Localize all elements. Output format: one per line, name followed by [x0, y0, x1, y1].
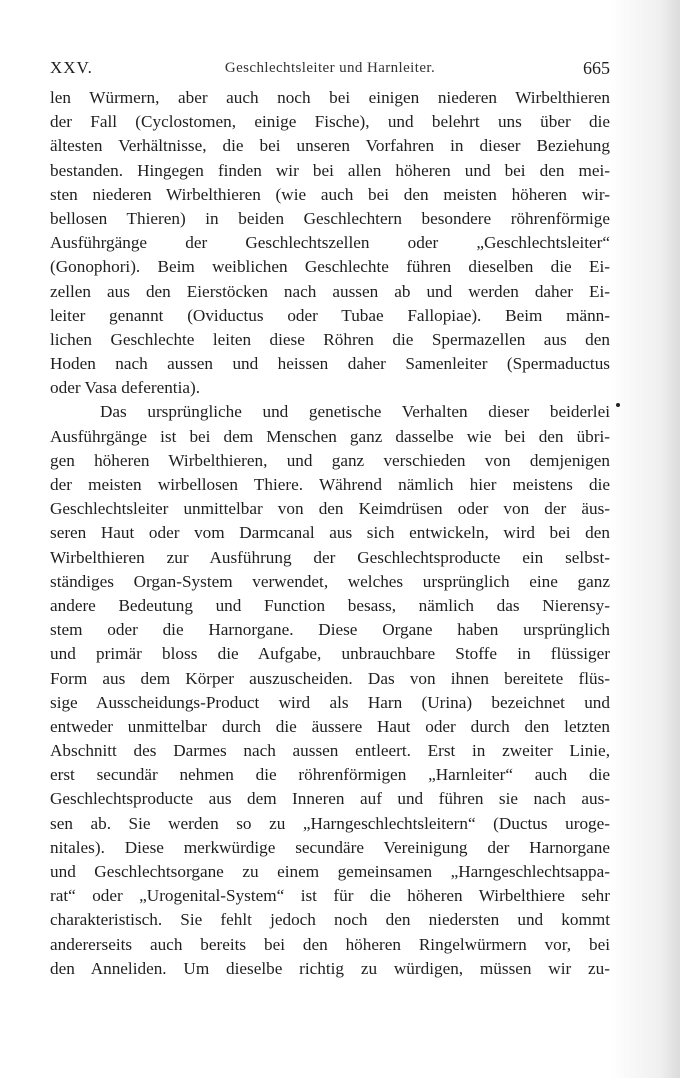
text-line: lichen Geschlechte leiten diese Röhren die Spermazellen aus den	[50, 329, 610, 349]
text-line: charakteristisch. Sie fehlt jedoch noch den niedersten und kommt	[50, 910, 610, 930]
text-line: Hoden nach aussen und heissen daher Samenleiter (Spermaductus	[50, 354, 610, 374]
text-line: Ausführgänge der Geschlechtszellen oder „Geschlechtsleiter“	[50, 233, 610, 253]
text-line: der Fall (Cyclostomen, einige Fische), und belehrt uns über die	[50, 112, 610, 132]
text-line: leiter genannt (Oviductus oder Tubae Fallopiae). Beim männ-	[50, 305, 610, 325]
text-line: sige Ausscheidungs-Product wird als Harn (Urina) bezeichnet und	[50, 692, 610, 712]
text-line: der meisten wirbellosen Thiere. Während nämlich hier meistens die	[50, 475, 610, 494]
text-line: gen höheren Wirbelthieren, und ganz verschieden von demjenigen	[50, 450, 610, 470]
text-line: ältesten Verhältnisse, die bei unseren Vorfahren in dieser Beziehung	[50, 136, 610, 156]
text-line: nitales). Diese merkwürdige secundäre Vereinigung der Harnorgane	[50, 837, 610, 857]
text-line: sten niederen Wirbelthieren (wie auch bei den meisten höheren wir-	[50, 184, 610, 204]
text-line: entweder unmittelbar durch die äussere Haut oder durch den letzten	[50, 716, 610, 736]
running-title: Geschlechtsleiter und Harnleiter.	[224, 60, 436, 76]
text-line: bellosen Thieren) in beiden Geschlechtern besondere röhrenförmige	[50, 208, 610, 228]
text-line: Abschnitt des Darmes nach aussen entleert. Erst in zweiter Linie,	[50, 741, 610, 761]
print-speck	[616, 403, 620, 407]
text-line: Ausführgänge ist bei dem Menschen ganz dasselbe wie bei den übri-	[50, 426, 610, 446]
text-line: den Anneliden. Um dieselbe richtig zu würdigen, müssen wir zu-	[50, 958, 610, 978]
text-line: bestanden. Hingegen finden wir bei allen höheren und bei den mei-	[50, 160, 610, 180]
text-line: erst secundär nehmen die röhrenförmigen „Harnleiter“ auch die	[50, 765, 610, 785]
text-line: Geschlechtsproducte aus dem Inneren auf und führen sie nach aus-	[50, 789, 610, 809]
text-line: andererseits auch bereits bei den höheren Ringelwürmern vor, bei	[50, 934, 610, 954]
text-line: sen ab. Sie werden so zu „Harngeschlechtsleitern“ (Ductus uroge-	[50, 813, 610, 833]
text-line: und Geschlechtsorgane zu einem gemeinsamen „Harngeschlechtsappa-	[50, 862, 610, 881]
text-line: Wirbelthieren zur Ausführung der Geschlechtsproducte ein selbst-	[50, 547, 610, 567]
text-line: len Würmern, aber auch noch bei einigen niederen Wirbelthieren	[50, 88, 610, 107]
text-line: andere Bedeutung und Function besass, nämlich das Nierensy-	[50, 595, 610, 615]
body-text	[50, 86, 610, 981]
chapter-number: XXV.	[50, 58, 93, 77]
page-edge-shadow	[610, 0, 680, 1078]
text-line: und primär bloss die Aufgabe, unbrauchbare Stoffe in flüssiger	[50, 644, 610, 664]
running-head	[50, 58, 610, 84]
text-line: Das ursprüngliche und genetische Verhalten dieser beiderlei	[100, 402, 610, 422]
text-line: stem oder die Harnorgane. Diese Organe haben ursprünglich	[50, 620, 610, 640]
text-line: rat“ oder „Urogenital-System“ ist für die höheren Wirbelthiere sehr	[50, 886, 610, 906]
text-line: Form aus dem Körper auszuscheiden. Das von ihnen bereitete flüs-	[50, 668, 610, 688]
text-line: seren Haut oder vom Darmcanal aus sich entwickeln, wird bei den	[50, 523, 610, 543]
text-line: Geschlechtsleiter unmittelbar von den Keimdrüsen oder von der äus-	[50, 499, 610, 519]
text-line: zellen aus den Eierstöcken nach aussen ab und werden daher Ei-	[50, 281, 610, 301]
text-line: ständiges Organ-System verwendet, welches ursprünglich eine ganz	[50, 571, 610, 591]
text-line: (Gonophori). Beim weiblichen Geschlechte führen dieselben die Ei-	[50, 257, 610, 277]
page-number: 665	[583, 58, 610, 78]
text-line: oder Vasa deferentia).	[50, 378, 200, 398]
